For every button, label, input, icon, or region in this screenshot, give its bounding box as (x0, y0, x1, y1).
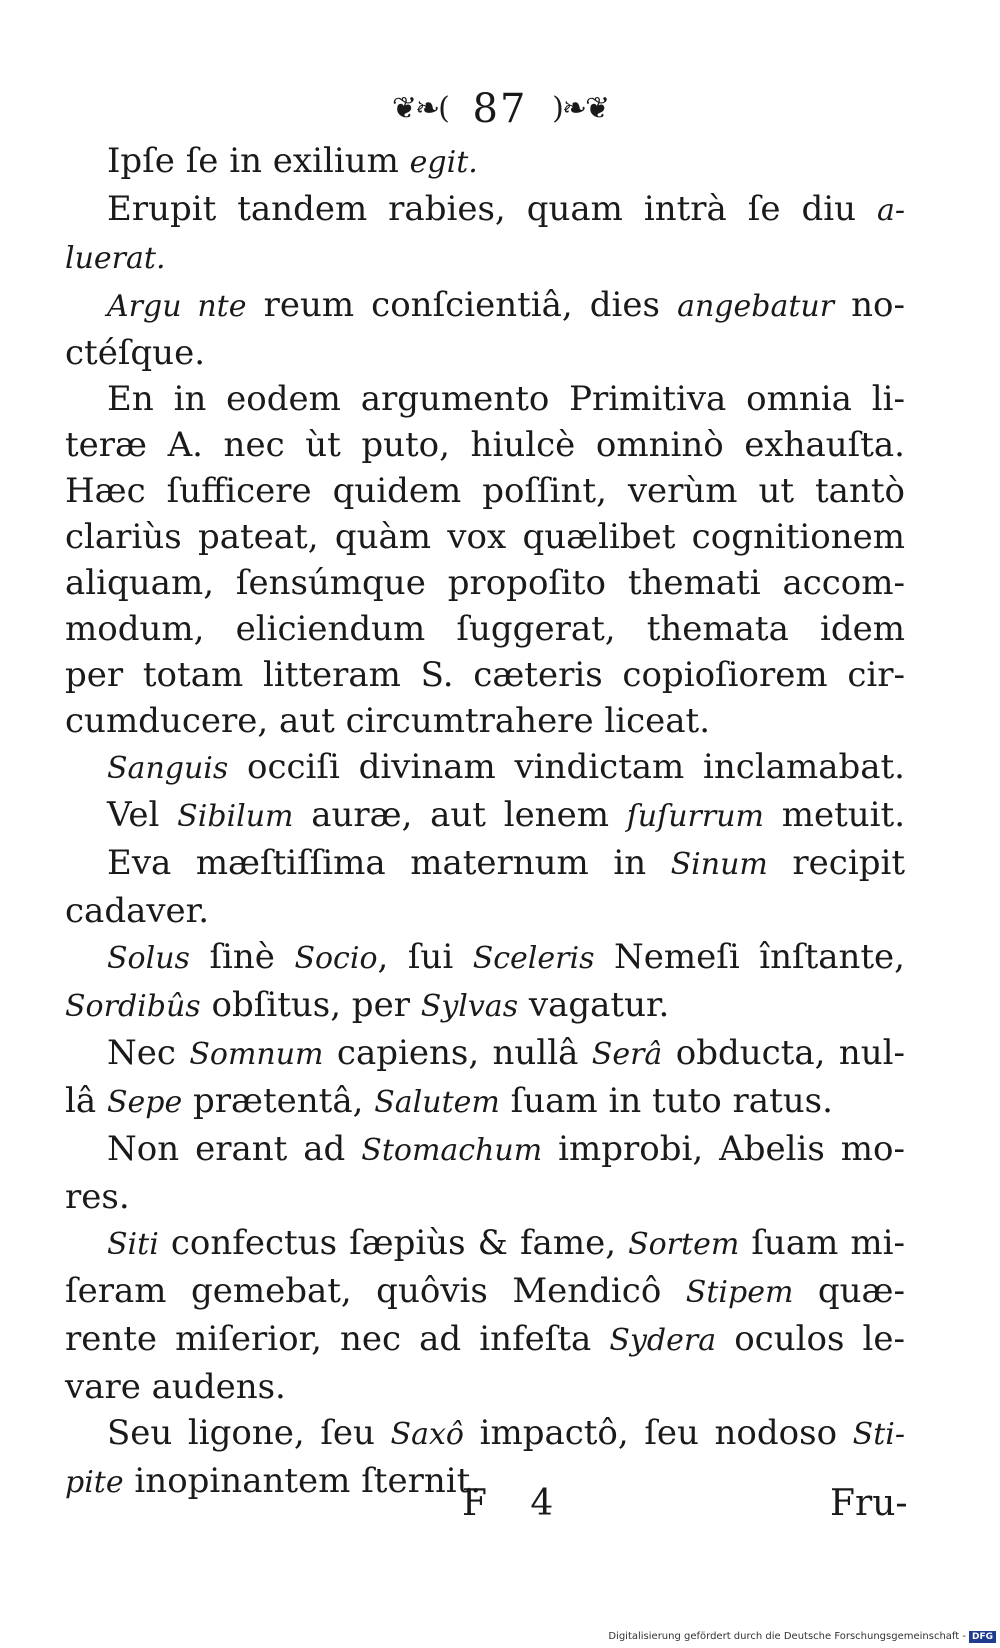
page-number: 87 (472, 86, 528, 132)
text-line: ſeram gemebat, quôvis Mendicô Stipem quæ- (65, 1271, 905, 1311)
text-line: pite inopinantem ſternit. (65, 1461, 482, 1501)
text-line: lâ Sepe prætentâ, Salutem ſuam in tuto ratus. (65, 1081, 833, 1121)
page-header (0, 82, 1000, 133)
text-line: Seu ligone, ſeu Saxô impactô, ſeu nodoso Sti- (107, 1413, 905, 1453)
text-line: Solus ſinè Socio, ſui Sceleris Nemeſi înſtante, (107, 937, 905, 977)
text-line: cumducere, aut circumtrahere liceat. (65, 701, 711, 741)
text-line: per totam litteram S. cæteris copioſiorem cir- (65, 655, 905, 695)
dfg-logo-icon: DFG (969, 1631, 996, 1643)
body-text (65, 138, 905, 1506)
text-line: luerat. (65, 241, 166, 276)
text-line: Non erant ad Stomachum improbi, Abelis mo- (107, 1129, 905, 1169)
text-line: Eva mæſtiſſima maternum in Sinum recipit (107, 843, 905, 883)
text-line: Hæc ſufficere quidem poſſint, verùm ut tantò (65, 471, 905, 511)
text-line: teræ A. nec ùt puto, hiulcè omninò exhauſta. (65, 425, 905, 465)
signature-mark: F 4 (462, 1483, 570, 1524)
text-line: rente miſerior, nec ad infeſta Sydera oculos le- (65, 1319, 905, 1359)
text-line: ctéſque. (65, 333, 206, 373)
text-line: Ipſe ſe in exilium egit. (107, 141, 478, 181)
text-line: Sanguis occiſi divinam vindictam inclamabat. (107, 747, 905, 787)
digitization-credit (608, 1630, 996, 1644)
text-line: En in eodem argumento Primitiva omnia li- (107, 379, 905, 419)
catchword: Fru- (830, 1483, 908, 1524)
text-line: Nec Somnum capiens, nullâ Serâ obducta, nul- (107, 1033, 905, 1073)
text-line: vare audens. (65, 1367, 286, 1407)
text-line: cadaver. (65, 891, 210, 931)
ornament-right-icon: )❧❦ (552, 91, 609, 126)
text-line: Vel Sibilum auræ, aut lenem ſuſurrum metuit. (107, 795, 905, 835)
text-line: Argu nte reum conſcientiâ, dies angebatur no- (107, 285, 905, 325)
text-line: Sordibûs obſitus, per Sylvas vagatur. (65, 985, 670, 1025)
text-line: modum, eliciendum ſuggerat, themata idem (65, 609, 905, 649)
text-line: aliquam, ſensúmque propoſito themati accom- (65, 563, 905, 603)
text-line: Erupit tandem rabies, quam intrà ſe diu a- (107, 189, 905, 229)
text-line: res. (65, 1177, 130, 1217)
ornament-left-icon: ❦❧( (391, 91, 448, 126)
credit-text: Digitalisierung gefördert durch die Deutsche Forschungsgemeinschaft - (608, 1631, 966, 1642)
text-line: clariùs pateat, quàm vox quælibet cognitionem (65, 517, 905, 557)
text-line: Siti confectus ſæpiùs & fame, Sortem ſuam mi- (107, 1223, 905, 1263)
